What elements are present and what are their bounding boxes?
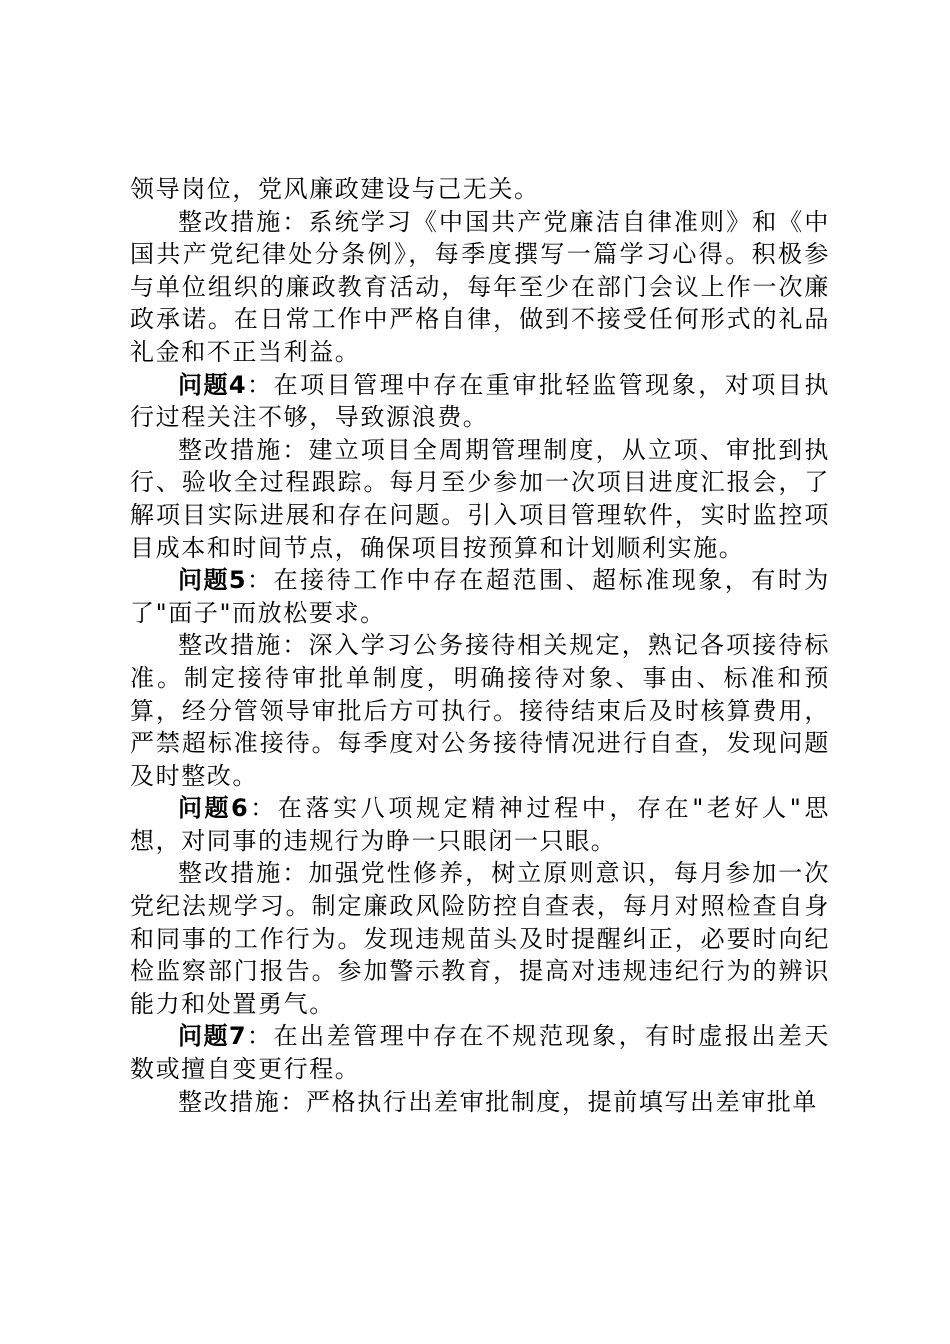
paragraph-text: 整改措施：系统学习《中国共产党廉洁自律准则》和《中国共产党纪律处分条例》，每季度撰写一篇学习心得。积极参与单位组织的廉政教育活动，每年至少在部门会议上作一次廉政承诺。在日常工作中严格自律，做到不接受任何形式的礼品礼金和不正当利益。 bbox=[130, 207, 830, 366]
document-paragraph bbox=[130, 792, 830, 857]
issue-label: 问题4 bbox=[178, 370, 247, 399]
paragraph-text: ：在落实八项规定精神过程中，存在"老好人"思想，对同事的违规行为睁一只眼闭一只眼。 bbox=[130, 794, 830, 855]
issue-label: 问题5 bbox=[178, 566, 247, 595]
document-paragraph bbox=[130, 369, 830, 434]
paragraph-text: 整改措施：加强党性修养，树立原则意识，每月参加一次党纪法规学习。制定廉政风险防控自查表，每月对照检查自身和同事的工作行为。发现违规苗头及时提醒纠正，必要时向纪检监察部门报告。参加警示教育，提高对违规违纪行为的辨识能力和处置勇气。 bbox=[130, 859, 830, 1018]
paragraph-text: ：在项目管理中存在重审批轻监管现象，对项目执行过程关注不够，导致源浪费。 bbox=[130, 370, 831, 432]
paragraph-text: 整改措施：严格执行出差审批制度，提前填写出差审批单 bbox=[178, 1087, 818, 1116]
document-body bbox=[130, 173, 830, 1118]
document-paragraph bbox=[130, 173, 830, 206]
document-paragraph bbox=[130, 206, 830, 369]
issue-label: 问题7 bbox=[178, 1022, 247, 1051]
document-paragraph bbox=[130, 629, 830, 792]
document-paragraph bbox=[130, 857, 830, 1020]
paragraph-text: ：在出差管理中存在不规范现象，有时虚报出差天数或擅自变更行程。 bbox=[130, 1022, 831, 1084]
document-paragraph bbox=[130, 1020, 830, 1085]
document-paragraph bbox=[130, 564, 830, 629]
paragraph-text: 领导岗位，党风廉政建设与己无关。 bbox=[130, 175, 540, 203]
paragraph-text: 整改措施：建立项目全周期管理制度，从立项、审批到执行、验收全过程跟踪。每月至少参加一次项目进度汇报会，了解项目实际进展和存在问题。引入项目管理软件，实时监控项目成本和时间节点，确保项目按预算和计划顺利实施。 bbox=[130, 435, 830, 562]
paragraph-text: 整改措施：深入学习公务接待相关规定，熟记各项接待标准。制定接待审批单制度，明确接待对象、事由、标准和预算，经分管领导审批后方可执行。接待结束后及时核算费用，严禁超标准接待。每季度对公务接待情况进行自查，发现问题及时整改。 bbox=[130, 631, 830, 790]
document-paragraph bbox=[130, 1086, 830, 1119]
issue-label: 问题6 bbox=[178, 794, 249, 823]
paragraph-text: ：在接待工作中存在超范围、超标准现象，有时为了"面子"而放松要求。 bbox=[130, 566, 831, 627]
document-paragraph bbox=[130, 434, 830, 564]
